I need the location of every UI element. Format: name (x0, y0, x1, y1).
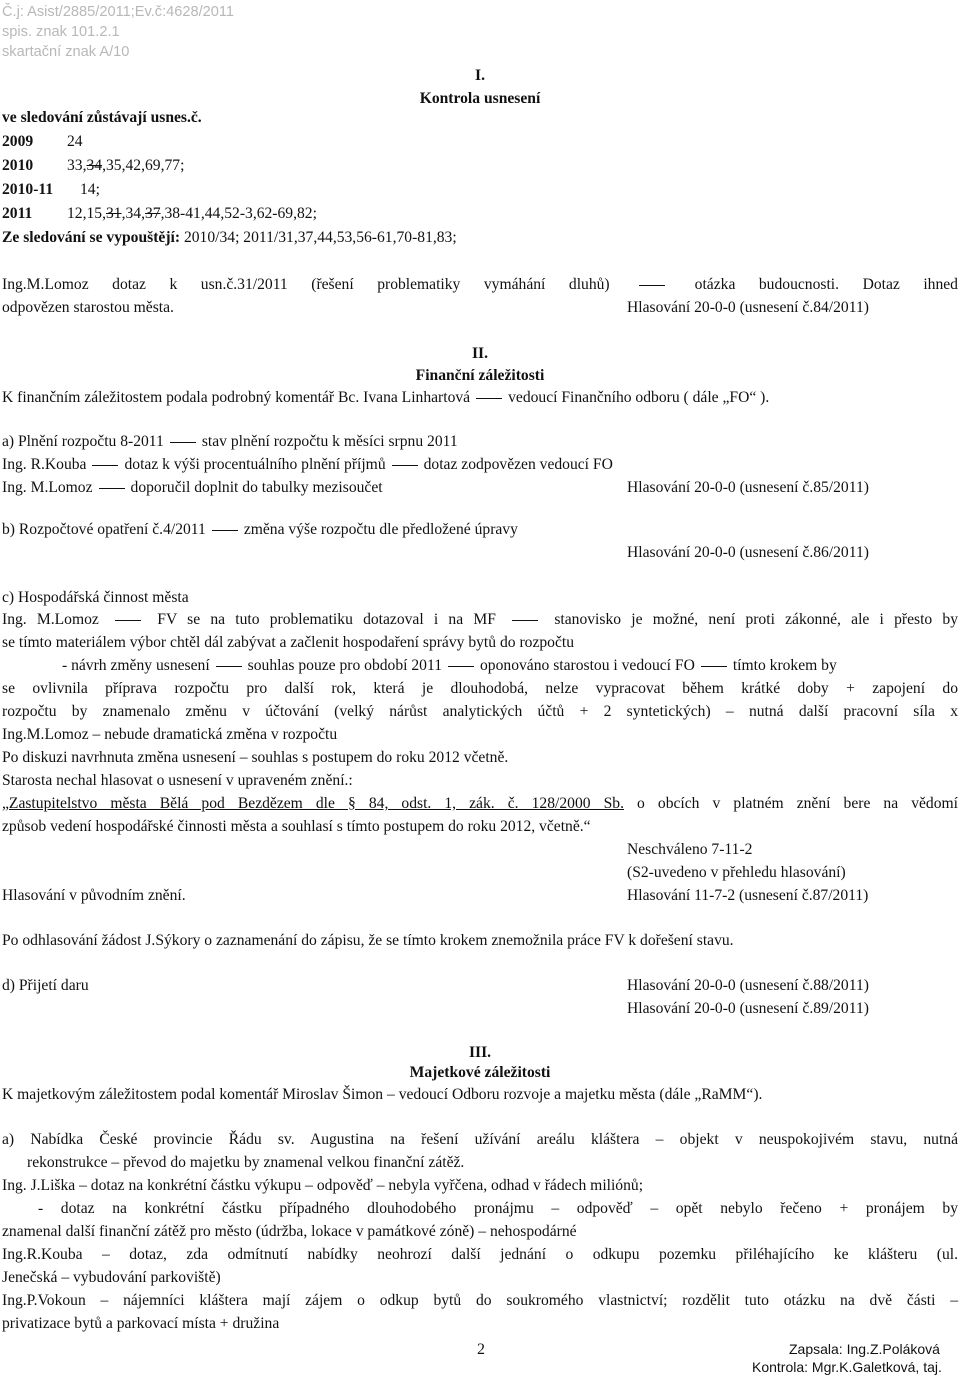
year-2010: 2010 (2, 157, 34, 174)
year-2009: 2009 (2, 133, 34, 150)
hospodarska-line-3: - návrh změny usnesení souhlas pouze pro období 2011 oponováno starostou i vedoucí FO tímto krokem by (62, 657, 837, 674)
hlasovani-85: Hlasování 20-0-0 (usnesení č.85/2011) (627, 479, 869, 496)
sledovani-intro: ve sledování zůstávají usnes.č. (2, 109, 202, 126)
hlasovani-89: Hlasování 20-0-0 (usnesení č.89/2011) (627, 1000, 869, 1017)
sykora-zadost: Po odhlasování žádost J.Sýkory o zaznamenání do zápisu, že se tímto krokem znemožnila práce FV k dořešení stavu. (2, 932, 734, 949)
liska-line-2: - dotaz na konkrétní částku případného dlouhodobého pronájmu – odpověď – opět nebylo řečeno + pronájem by (38, 1200, 958, 1217)
nabidka-line-2: rekonstrukce – převod do majetku by znamenal velkou finanční zátěž. (27, 1154, 465, 1171)
majetkove-intro: K majetkovým záležitostem podal komentář Miroslav Šimon – vedoucí Odboru rozvoje a majetku města (dále „RaMM“). (2, 1086, 763, 1103)
vypousteji-line: Ze sledování se vypouštějí: 2010/34; 2011/31,37,44,53,56-61,70-81,83; (2, 229, 457, 246)
hospodarska-cinnost-heading: c) Hospodářská činnost města (2, 589, 189, 606)
section-3-number: III. (468, 1044, 492, 1061)
kouba-line-2: Jenečská – vybudování parkoviště) (2, 1269, 221, 1286)
hospodarska-line-8: Starosta nechal hlasovat o usnesení v upraveném znění.: (2, 772, 353, 789)
year-2010-11: 2010-11 (2, 181, 54, 198)
hlasovani-86: Hlasování 20-0-0 (usnesení č.86/2011) (627, 544, 869, 561)
cj-number: Č.j: Asist/2885/2011;Ev.č:4628/2011 (2, 4, 235, 20)
hospodarska-line-5: rozpočtu by znamenalo změnu v účtování (velký nárůst analytických účtů + 2 syntetických) – nutná další pracovní síla x (2, 703, 958, 720)
prijeti-daru-heading: d) Přijetí daru (2, 977, 89, 994)
hospodarska-line-9: „Zastupitelstvo města Bělá pod Bezdězem dle § 84, odst. 1, zák. č. 128/2000 Sb. o obcích v platném znění bere na vědomí (2, 795, 958, 812)
nabidka-line-1: a) Nabídka České provincie Řádu sv. Augustina na řešení užívání areálu kláštera – objekt v neuspokojivém stavu, nutná (2, 1131, 958, 1148)
hospodarska-line-4: se ovlivnila příprava rozpočtu pro další rok, která je dlouhodobá, nelze vypracovat během krátké doby + zapojení do (2, 680, 958, 697)
section-1-number: I. (475, 67, 485, 84)
kouba-dotaz: Ing. R.Kouba dotaz k výši procentuálního plnění příjmů dotaz zodpovězen vedoucí FO (2, 456, 613, 473)
neschvaleno: Neschváleno 7-11-2 (627, 841, 753, 858)
hospodarska-line-2: se tímto materiálem výbor chtěl dál zabývat a začlenit hospodaření správy bytů do rozpočtu (2, 634, 575, 651)
section-2-number: II. (471, 345, 489, 362)
financni-intro: K finančním záležitostem podala podrobný komentář Bc. Ivana Linhartová vedoucí Finančního odboru ( dále „FO“ ). (2, 389, 770, 406)
values-2011: 12,15,31,34,37,38-41,44,52-3,62-69,82; (67, 205, 317, 222)
hospodarska-line-6: Ing.M.Lomoz – nebude dramatická změna v rozpočtu (2, 726, 338, 743)
vokoun-line-2: privatizace bytů a parkovací místa + družina (2, 1315, 280, 1332)
liska-line-1: Ing. J.Liška – dotaz na konkrétní částku výkupu – odpověď – nebyla vyřčena, odhad v řádech miliónů; (2, 1177, 644, 1194)
s2-uvedeno: (S2-uvedeno v přehledu hlasování) (627, 864, 846, 881)
lomoz-doporucil: Ing. M.Lomoz doporučil doplnit do tabulky mezisoučet (2, 479, 383, 496)
zapsala: Zapsala: Ing.Z.Poláková (789, 1341, 940, 1357)
skartacni-znak: skartační znak A/10 (2, 44, 130, 60)
liska-line-3: znamenal další finanční zátěž pro město (údržba, lokace v památkové zóně) – nehospodárné (2, 1223, 577, 1240)
values-2009: 24 (67, 133, 83, 150)
hlasovani-puvodni: Hlasování v původním znění. (2, 887, 186, 904)
lomoz-dotaz-line2: odpovězen starostou města. (2, 299, 174, 316)
page-number: 2 (477, 1341, 485, 1358)
hospodarska-line-10: způsob vedení hospodářské činnosti města a souhlasí s tímto postupem do roku 2012, včetně.“ (2, 818, 591, 835)
year-2011: 2011 (2, 205, 33, 222)
plneni-rozpoctu-heading: a) Plnění rozpočtu 8-2011 stav plnění rozpočtu k měsíci srpnu 2011 (2, 433, 458, 450)
section-1-title: Kontrola usnesení (419, 90, 541, 107)
hlasovani-88: Hlasování 20-0-0 (usnesení č.88/2011) (627, 977, 869, 994)
vokoun-line-1: Ing.P.Vokoun – nájemníci kláštera mají zájem o odkup bytů do soukromého vlastnictví; rozdělit tuto otázku na dvě části – (2, 1292, 958, 1309)
hospodarska-line-1: Ing. M.Lomoz FV se na tuto problematiku dotazoval i na MF stanovisko je možné, není proti zákonné, ale i přesto by (2, 611, 958, 628)
rozpoctove-opatreni-heading: b) Rozpočtové opatření č.4/2011 změna výše rozpočtu dle předložené úpravy (2, 521, 518, 538)
section-2-title: Finanční záležitosti (415, 367, 545, 384)
kontrola: Kontrola: Mgr.K.Galetková, taj. (752, 1359, 942, 1375)
hlasovani-87: Hlasování 11-7-2 (usnesení č.87/2011) (627, 887, 869, 904)
section-3-title: Majetkové záležitosti (409, 1064, 551, 1081)
kouba-line-1: Ing.R.Kouba – dotaz, zda odmítnutí nabídky neohrozí další jednání o odkupu pozemku přiléhajícího ke klášteru (ul. (2, 1246, 958, 1263)
values-2010: 33,34,35,42,69,77; (67, 157, 185, 174)
values-2010-11: 14; (80, 181, 100, 198)
hlasovani-84: Hlasování 20-0-0 (usnesení č.84/2011) (627, 299, 869, 316)
lomoz-dotaz-line: Ing.M.Lomoz dotaz k usn.č.31/2011 (řešení problematiky vymáhání dluhů) otázka budoucnosti. Dotaz ihned (2, 276, 958, 293)
hospodarska-line-7: Po diskuzi navrhnuta změna usnesení – souhlas s postupem do roku 2012 včetně. (2, 749, 509, 766)
spis-znak: spis. znak 101.2.1 (2, 24, 120, 40)
